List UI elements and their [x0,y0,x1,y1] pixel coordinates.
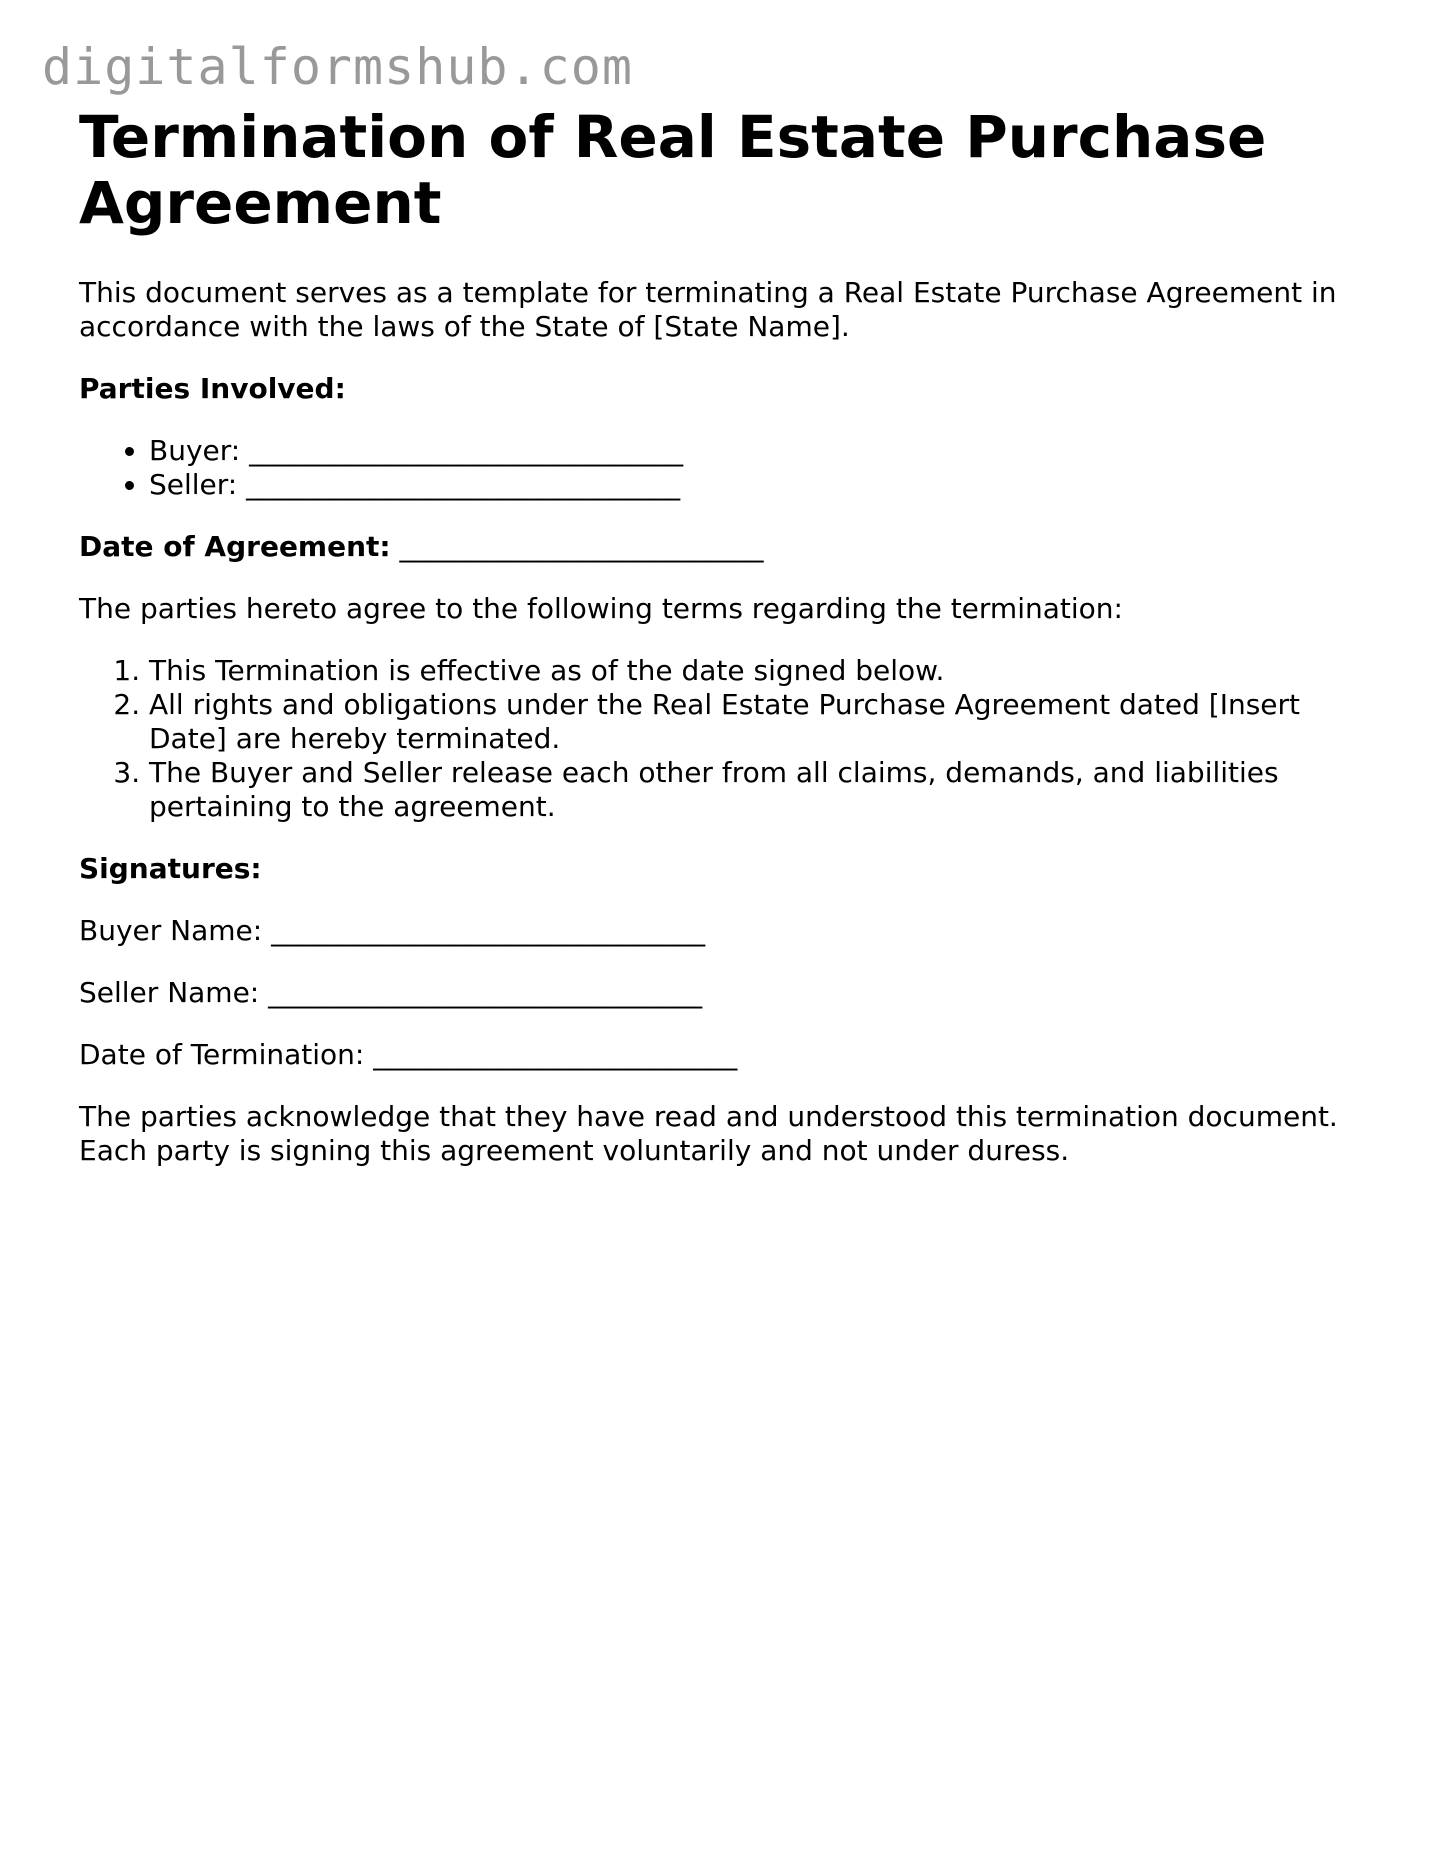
terms-intro: The parties hereto agree to the following terms regarding the termination: [79,592,1123,625]
parties-list [79,434,1379,502]
signatures-heading: Signatures: [79,852,262,885]
document-title: Termination of Real Estate Purchase Agreement [79,103,1267,237]
termination-date-line: Date of Termination: __________________________ [79,1038,738,1071]
term-item: 1. This Termination is effective as of the date signed below. [149,654,1379,688]
intro-paragraph: This document serves as a template for terminating a Real Estate Purchase Agreement in accordance with the laws of the State of [State Name]. [79,276,1337,343]
agreement-date-label: Date of Agreement: [79,530,391,563]
agreement-date-blank: __________________________ [390,530,764,563]
watermark: digitalformshub.com [42,38,633,96]
term-item: 3. The Buyer and Seller release each other from all claims, demands, and liabilities pertaining to the agreement. [149,756,1379,824]
seller-name-line: Seller Name: _______________________________ [79,976,703,1009]
buyer-line: • Buyer: _______________________________ [149,434,1379,468]
acknowledgment-paragraph: The parties acknowledge that they have read and understood this termination document. Each party is signing this agreement voluntarily and not under duress. [79,1100,1338,1167]
document-body [79,104,1379,1196]
terms-list [79,654,1379,824]
term-item: 2. All rights and obligations under the Real Estate Purchase Agreement dated [Insert Date] are hereby terminated. [149,688,1379,756]
buyer-name-line: Buyer Name: _______________________________ [79,914,706,947]
agreement-date-line [79,530,1379,564]
parties-heading: Parties Involved: [79,372,346,405]
seller-line: • Seller: _______________________________ [149,468,1379,502]
